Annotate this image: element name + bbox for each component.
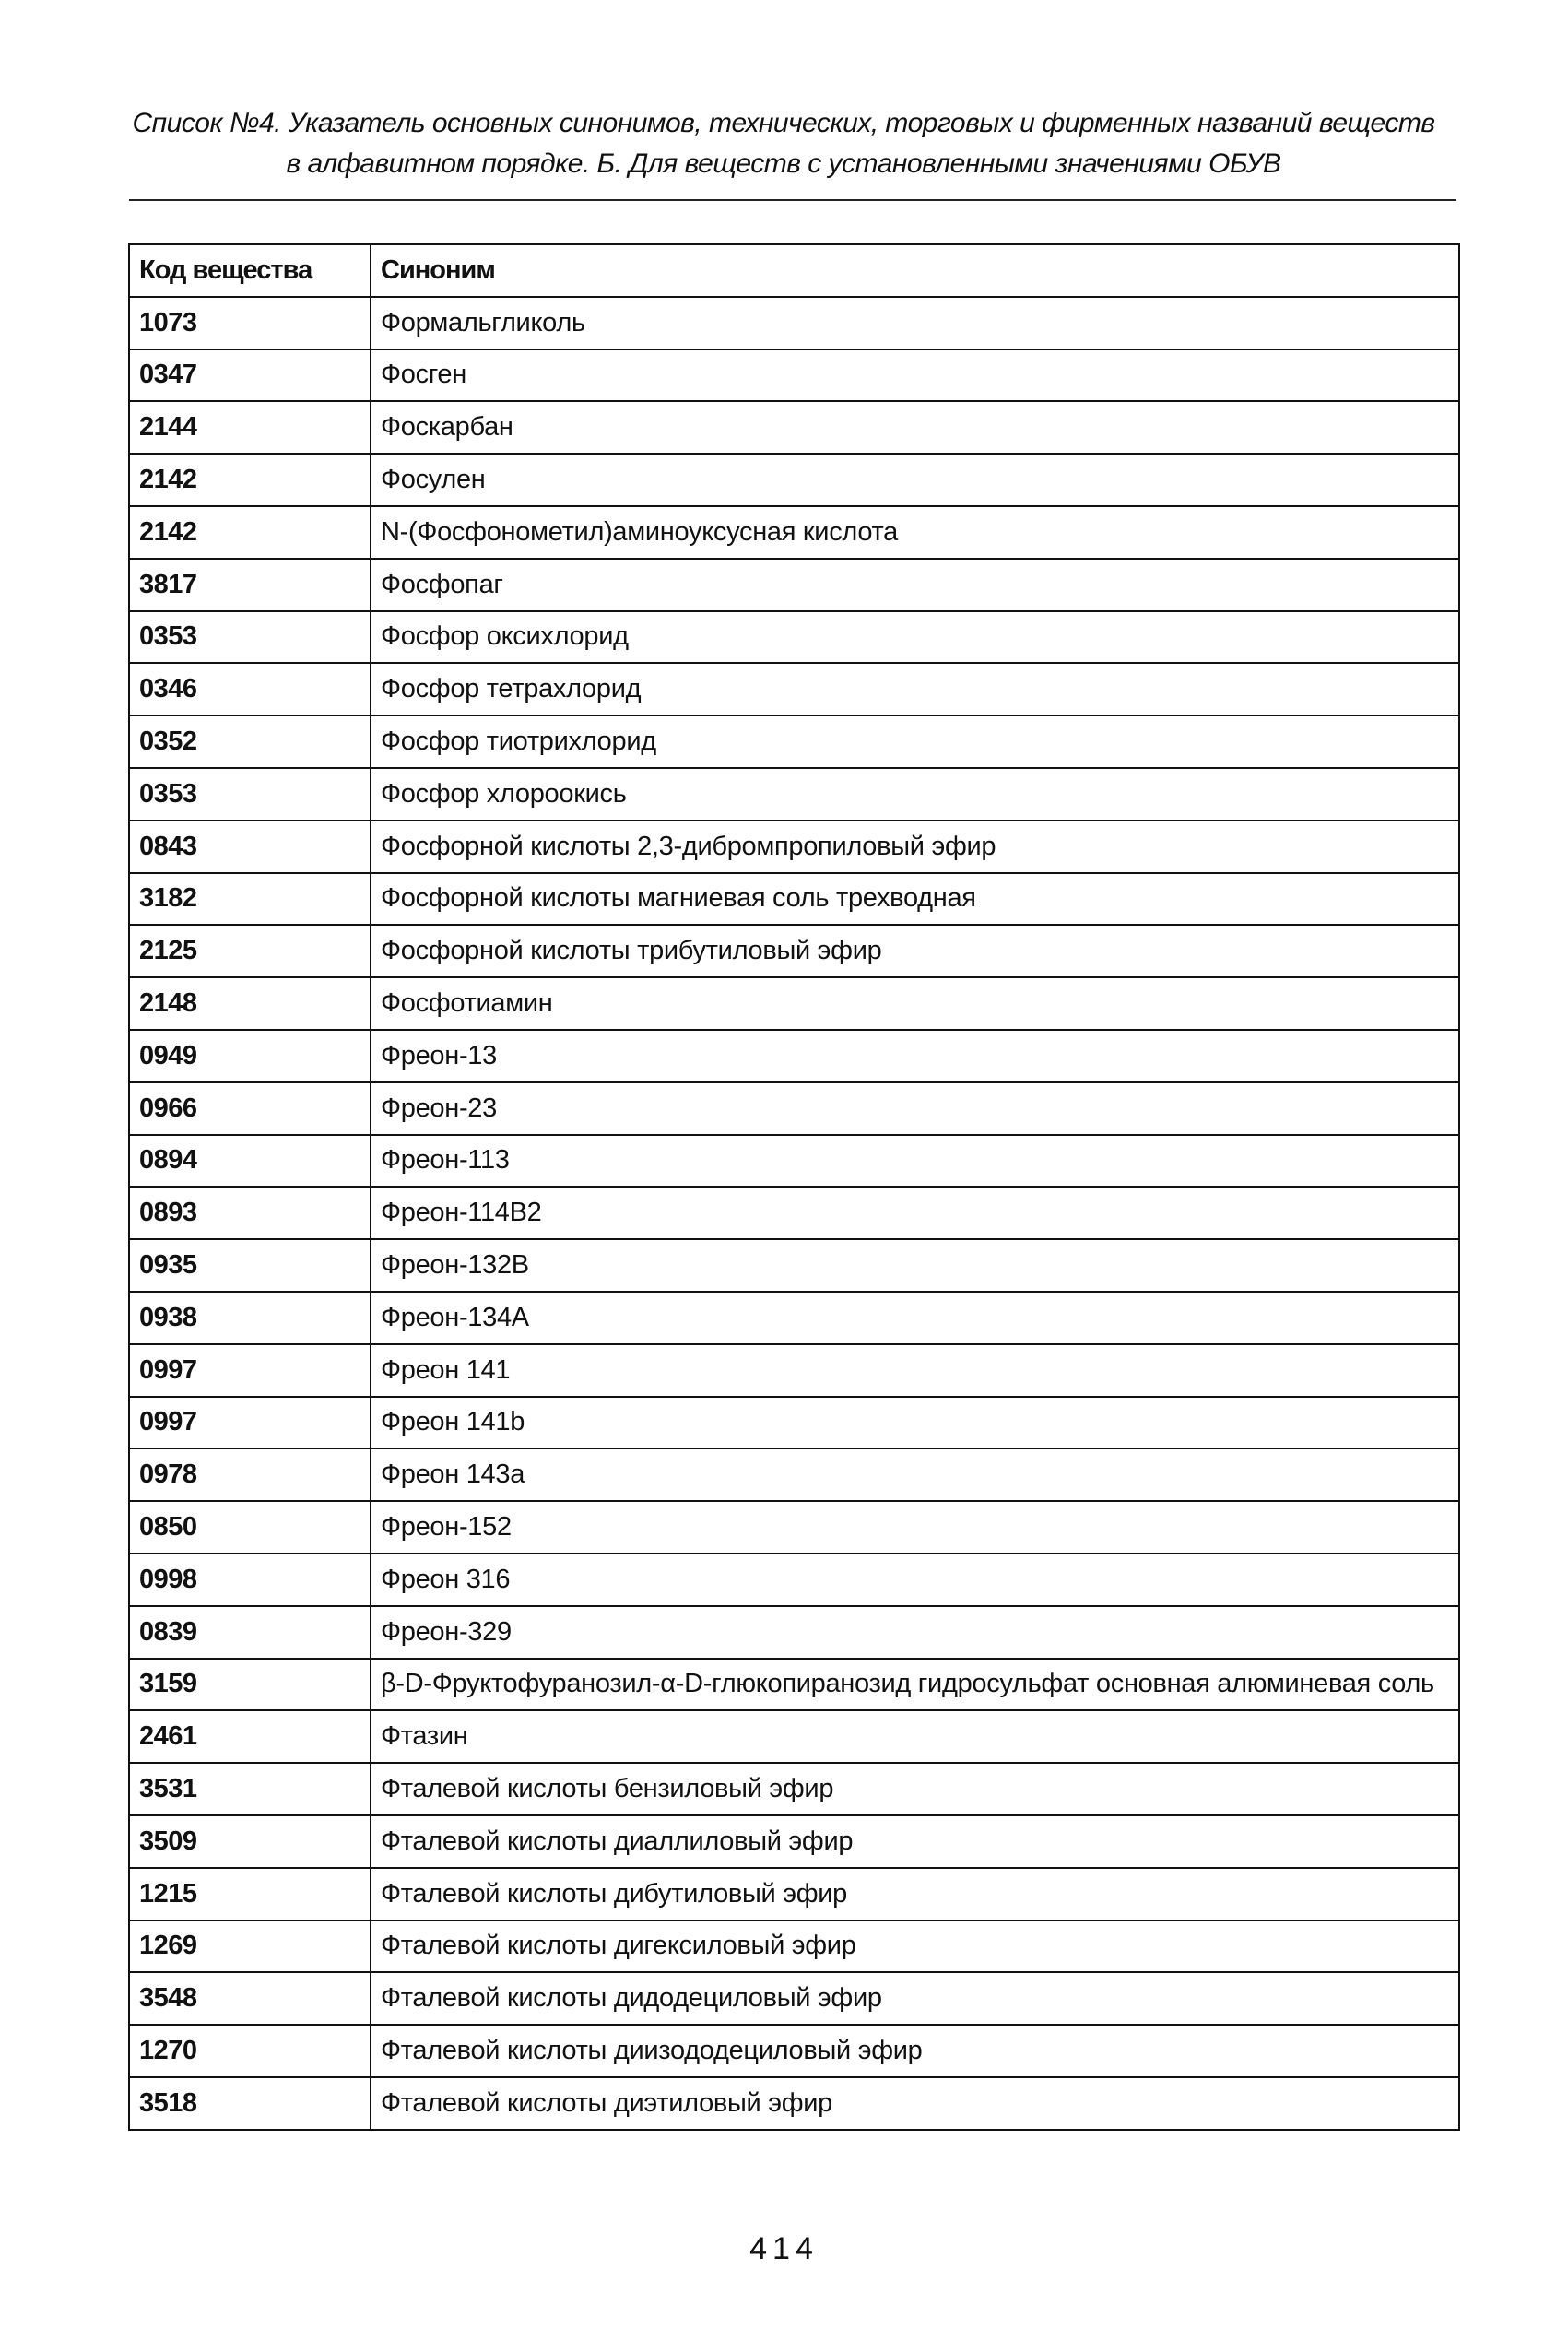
synonym-name: Фреон 143а [371, 1448, 1459, 1501]
substance-code: 0850 [129, 1501, 371, 1554]
table-row [129, 1710, 1459, 1763]
substance-code: 0949 [129, 1030, 371, 1082]
synonym-name: Фреон-134А [371, 1292, 1459, 1344]
substance-code: 0935 [129, 1239, 371, 1292]
substance-code: 3518 [129, 2077, 371, 2130]
substance-code: 0938 [129, 1292, 371, 1344]
synonym-name: Фреон 141 [371, 1344, 1459, 1397]
substance-code: 0353 [129, 611, 371, 664]
synonym-name: Фреон 141b [371, 1397, 1459, 1449]
table-row [129, 506, 1459, 559]
substance-code: 3817 [129, 559, 371, 611]
synonym-name: Фтазин [371, 1710, 1459, 1763]
substance-code: 2142 [129, 454, 371, 506]
table-row [129, 1972, 1459, 2025]
synonym-name: Фоскарбан [371, 401, 1459, 454]
synonym-name: Фталевой кислоты диэтиловый эфир [371, 2077, 1459, 2130]
substance-code: 0839 [129, 1606, 371, 1659]
substance-code: 3182 [129, 873, 371, 926]
table-row [129, 349, 1459, 402]
table-row [129, 1815, 1459, 1868]
substance-code: 2148 [129, 977, 371, 1030]
substance-code: 2125 [129, 925, 371, 977]
synonym-name: Фосфорной кислоты 2,3-дибромпропиловый эфир [371, 821, 1459, 873]
substance-code: 0346 [129, 663, 371, 715]
synonym-name: Фреон 316 [371, 1554, 1459, 1606]
table-row [129, 1082, 1459, 1135]
synonym-name: Фреон-329 [371, 1606, 1459, 1659]
header-line-1: Список №4. Указатель основных синонимов, технических, торговых и фирменных названий веществ [132, 108, 1435, 138]
substance-code: 3531 [129, 1763, 371, 1815]
table-row [129, 1292, 1459, 1344]
substance-code: 1269 [129, 1920, 371, 1973]
table-row [129, 1187, 1459, 1239]
substance-code: 0997 [129, 1397, 371, 1449]
synonym-name: Фосфотиамин [371, 977, 1459, 1030]
synonym-name: Фталевой кислоты дигексиловый эфир [371, 1920, 1459, 1973]
table-row [129, 768, 1459, 821]
table-row [129, 1868, 1459, 1920]
substance-code: 3509 [129, 1815, 371, 1868]
synonym-name: Фреон-114В2 [371, 1187, 1459, 1239]
header-divider [129, 199, 1456, 201]
synonym-name: Фосфор тетрахлорид [371, 663, 1459, 715]
substance-code: 2144 [129, 401, 371, 454]
table-row [129, 454, 1459, 506]
header-line-2: в алфавитном порядке. Б. Для веществ с установленными значениями ОБУВ [286, 148, 1281, 179]
synonym-name: Фосфор тиотрихлорид [371, 715, 1459, 768]
substance-code: 0893 [129, 1187, 371, 1239]
table-row [129, 297, 1459, 349]
synonym-name: Фталевой кислоты дидодециловый эфир [371, 1972, 1459, 2025]
synonym-name: Фреон-23 [371, 1082, 1459, 1135]
synonym-name: Фталевой кислоты дибутиловый эфир [371, 1868, 1459, 1920]
substance-code: 3159 [129, 1659, 371, 1711]
table-row [129, 1501, 1459, 1554]
table-row [129, 821, 1459, 873]
substance-code: 0966 [129, 1082, 371, 1135]
table-row [129, 1606, 1459, 1659]
table-row [129, 1659, 1459, 1711]
table-row [129, 977, 1459, 1030]
table-row [129, 1344, 1459, 1397]
table-row [129, 715, 1459, 768]
table-row [129, 611, 1459, 664]
substance-code: 0894 [129, 1135, 371, 1188]
table-row [129, 1763, 1459, 1815]
table-row [129, 1030, 1459, 1082]
table-body [129, 297, 1459, 2130]
table-row [129, 663, 1459, 715]
table-row [129, 1135, 1459, 1188]
substance-code: 0997 [129, 1344, 371, 1397]
substance-code: 0998 [129, 1554, 371, 1606]
synonym-name: Фреон-13 [371, 1030, 1459, 1082]
table-row [129, 559, 1459, 611]
substance-code: 1270 [129, 2025, 371, 2077]
substance-code: 0843 [129, 821, 371, 873]
table-header-row [129, 244, 1459, 297]
substance-code: 0352 [129, 715, 371, 768]
substance-code: 1073 [129, 297, 371, 349]
synonym-name: Формальгликоль [371, 297, 1459, 349]
synonym-name: Фосген [371, 349, 1459, 402]
synonym-name: Фосфопаг [371, 559, 1459, 611]
synonym-name: Фосфорной кислоты магниевая соль трехводная [371, 873, 1459, 926]
synonym-name: β-D-Фруктофуранозил-α-D-глюкопиранозид гидросульфат основная алюминевая соль [371, 1659, 1459, 1711]
substance-code: 3548 [129, 1972, 371, 2025]
table-row [129, 1239, 1459, 1292]
table-row [129, 873, 1459, 926]
substance-code: 2142 [129, 506, 371, 559]
synonym-name: Фосфор оксихлорид [371, 611, 1459, 664]
table-row [129, 1397, 1459, 1449]
substance-code: 0353 [129, 768, 371, 821]
column-header-synonym: Синоним [371, 244, 1459, 297]
page-header [120, 103, 1447, 184]
table-row [129, 2025, 1459, 2077]
synonym-name: Фреон-113 [371, 1135, 1459, 1188]
synonym-name: Фосулен [371, 454, 1459, 506]
synonym-name: Фреон-132В [371, 1239, 1459, 1292]
table-row [129, 2077, 1459, 2130]
synonym-name: Фосфорной кислоты трибутиловый эфир [371, 925, 1459, 977]
column-header-code: Код вещества [129, 244, 371, 297]
synonym-name: Фреон-152 [371, 1501, 1459, 1554]
synonym-name: Фталевой кислоты диизододециловый эфир [371, 2025, 1459, 2077]
synonym-name: N-(Фосфонометил)аминоуксусная кислота [371, 506, 1459, 559]
synonym-name: Фталевой кислоты диаллиловый эфир [371, 1815, 1459, 1868]
synonym-name: Фосфор хлороокись [371, 768, 1459, 821]
synonyms-table [128, 243, 1460, 2131]
synonym-name: Фталевой кислоты бензиловый эфир [371, 1763, 1459, 1815]
substance-code: 2461 [129, 1710, 371, 1763]
page-number: 414 [749, 2231, 819, 2266]
table-row [129, 925, 1459, 977]
table-row [129, 401, 1459, 454]
table-row [129, 1448, 1459, 1501]
substance-code: 1215 [129, 1868, 371, 1920]
table-row [129, 1920, 1459, 1973]
substance-code: 0978 [129, 1448, 371, 1501]
table-row [129, 1554, 1459, 1606]
substance-code: 0347 [129, 349, 371, 402]
